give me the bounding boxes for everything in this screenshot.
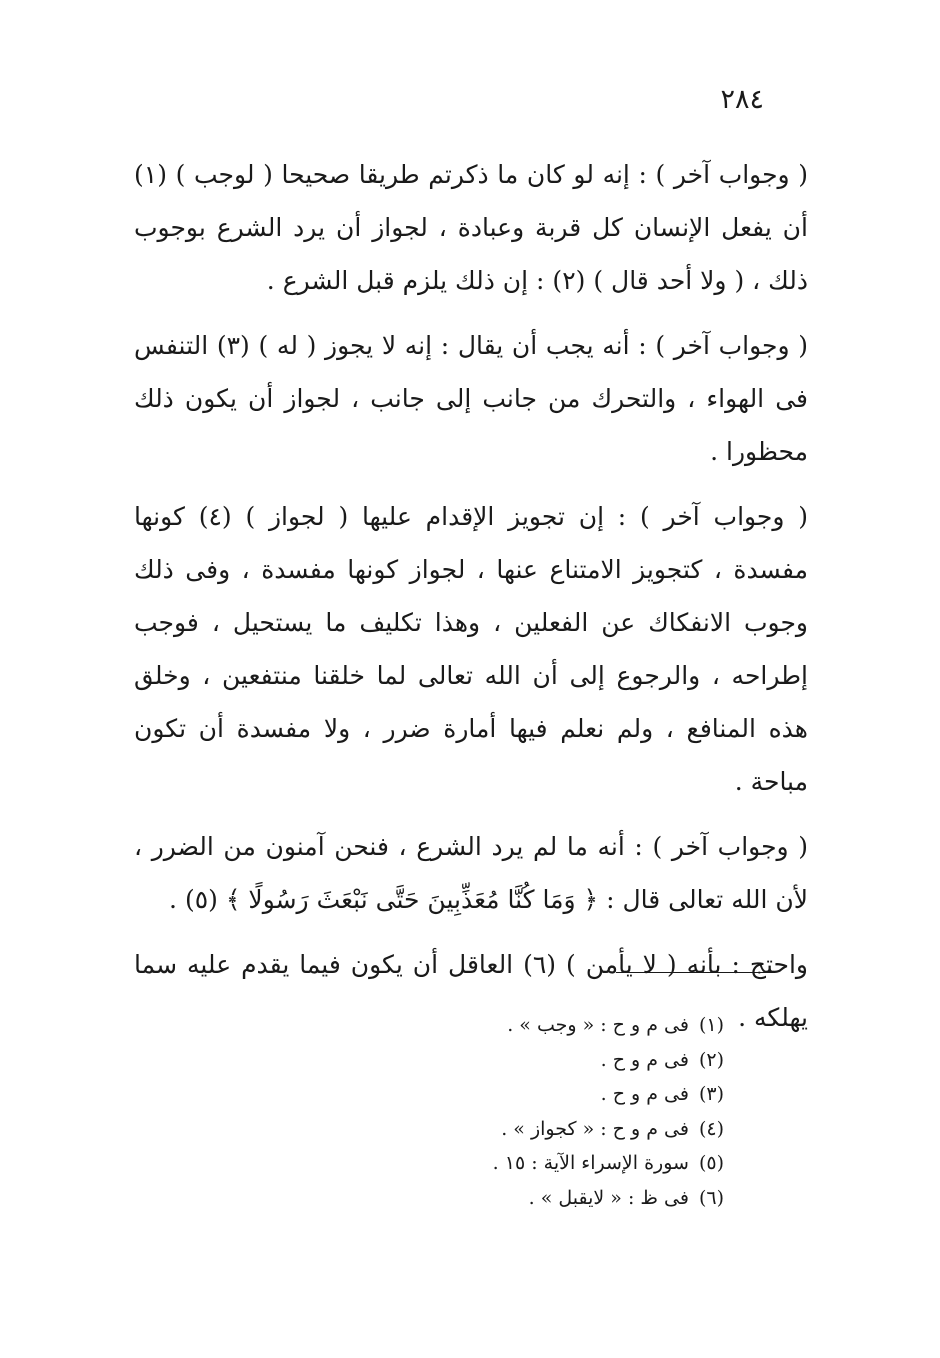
footnote-text: فى م و ح .	[600, 1048, 689, 1071]
footnote-text: فى م و ح : « وجب » .	[507, 1014, 689, 1036]
footnote-3	[324, 1077, 724, 1112]
footnote-text: سورة الإسراء الآية : ١٥ .	[492, 1152, 689, 1174]
page-number: ٢٨٤	[720, 84, 764, 115]
footnote-text: فى م و ح .	[600, 1083, 689, 1105]
footnote-text: فى ظ : « لايقبل » .	[528, 1186, 689, 1209]
footnote-number: (٦)	[698, 1186, 724, 1209]
footnote-4	[324, 1112, 724, 1147]
paragraph-2: ( وجواب آخر ) : أنه يجب أن يقال : إنه لا يجوز ( له ) (٣) التنفس فى الهواء ، والتحرك من جانب إلى جانب ، لجواز أن يكون ذلك محظورا .	[134, 331, 808, 466]
paragraph-5: واحتج : بأنه ( لا يأمن ) (٦) العاقل أن يكون فيما يقدم عليه سما يهلكه .	[134, 950, 808, 1032]
footnote-6	[324, 1181, 724, 1216]
paragraph-4: ( وجواب آخر ) : أنه ما لم يرد الشرع ، فنحن آمنون من الضرر ، لأن الله تعالى قال : ﴿ وَمَا كُنَّا مُعَذِّبِينَ حَتَّى نَبْعَثَ رَسُولًا ﴾ (٥) .	[134, 832, 808, 914]
paragraph-3: ( وجواب آخر ) : إن تجويز الإقدام عليها ( لجواز ) (٤) كونها مفسدة ، كتجويز الامتناع عنها ، لجواز كونها مفسدة ، وفى ذلك وجوب الانفكاك عن الفعلين ، وهذا تكليف ما يستحيل ، فوجب إطراحه ، والرجوع إلى أن الله تعالى لما خلقنا منتفعين ، وخلق هذه المنافع ، ولم نعلم فيها أمارة ضرر ، ولا مفسدة أن تكون مباحة .	[134, 502, 808, 796]
footnote-separator	[616, 972, 774, 973]
footnote-text: فى م و ح : « كجواز » .	[501, 1117, 689, 1140]
footnote-number: (١)	[698, 1014, 724, 1036]
paragraph-1: ( وجواب آخر ) : إنه لو كان ما ذكرتم طريقا صحيحا ( لوجب ) (١) أن يفعل الإنسان كل قربة وعبادة ، لجواز أن يرد الشرع بوجوب ذلك ، ( ولا أحد قال ) (٢) : إن ذلك يلزم قبل الشرع .	[134, 160, 808, 295]
footnote-5	[324, 1146, 724, 1181]
footnote-number: (٣)	[698, 1083, 724, 1105]
footnotes-list	[324, 1008, 724, 1215]
footnote-number: (٤)	[698, 1117, 724, 1140]
footnote-number: (٥)	[698, 1152, 724, 1174]
footnote-2	[324, 1043, 724, 1078]
footnote-1	[324, 1008, 724, 1043]
main-text	[134, 148, 808, 1056]
footnote-number: (٢)	[698, 1048, 724, 1071]
